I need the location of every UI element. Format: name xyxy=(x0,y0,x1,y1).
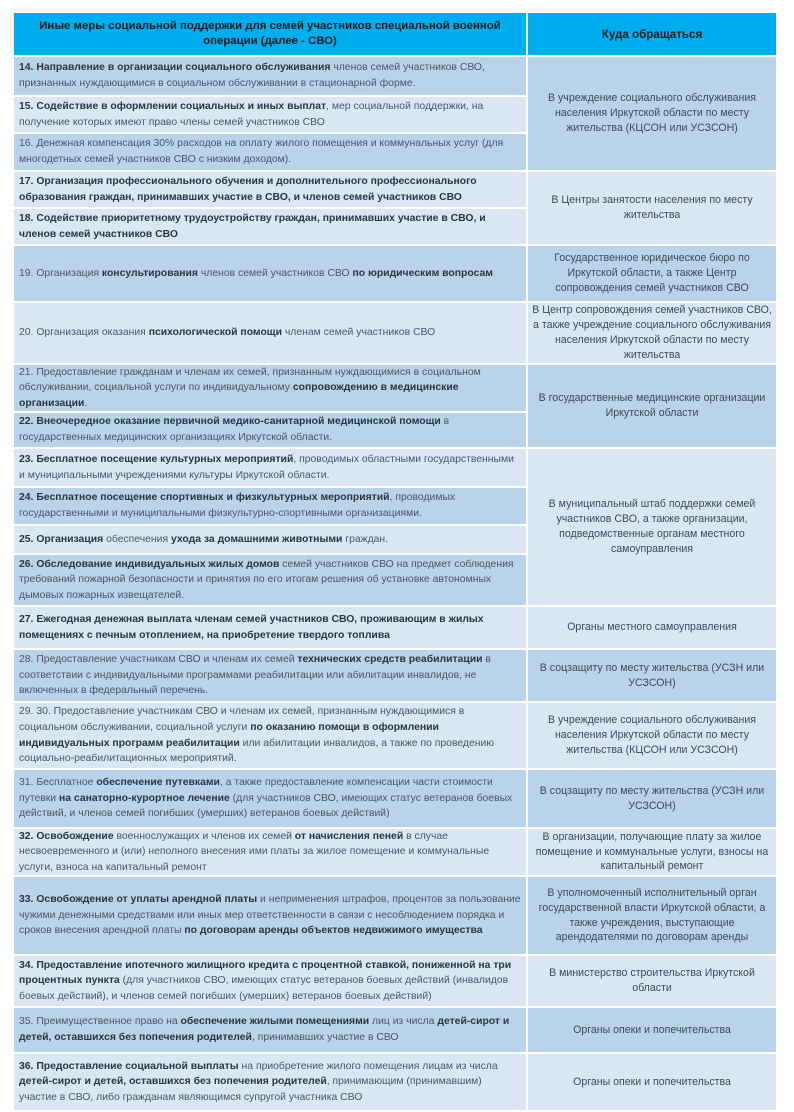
measure-item xyxy=(14,1054,526,1110)
measure-item xyxy=(14,829,526,875)
measure-text xyxy=(19,612,521,643)
measure-text-bold: консультирования xyxy=(101,267,198,279)
measure-item xyxy=(14,449,526,488)
measures-cell xyxy=(14,770,528,827)
measure-text-bold: 33. Освобождение от уплаты арендной платы xyxy=(19,894,258,906)
measure-text-regular: и неприменения штрафов, процентов за пользование чужими денежными средствами или иных мер ответственности в связи с несоблюдением порядка и сроков внесения арендной платы xyxy=(19,894,521,937)
measure-text-bold: 18. Содействие приоритетному трудоустройству граждан, принимавших участие в СВО, и членов семей участников СВО xyxy=(19,212,486,240)
measure-text-bold: психологической помощи xyxy=(148,327,282,339)
measure-text-bold: ухода за домашними животными xyxy=(170,533,343,545)
measure-item xyxy=(14,1008,526,1052)
measure-text-regular: на приобретение жилого помещения лицам из числа xyxy=(238,1060,498,1072)
measure-text-regular: членам семей участников СВО xyxy=(281,327,436,339)
measures-cell xyxy=(14,303,528,363)
measure-text-bold: 15. Содействие в оформлении социальных и иных выплат xyxy=(19,100,327,112)
measure-text-bold: обеспечение путевками xyxy=(96,777,220,789)
header-measures: Иные меры социальной поддержки для семей участников специальной военной операции (далее - СВО) xyxy=(14,13,528,55)
measures-cell xyxy=(14,829,528,875)
measure-item xyxy=(14,607,526,648)
where-to-apply-cell: Органы опеки и попечительства xyxy=(528,1054,776,1110)
measure-text xyxy=(19,652,521,699)
measure-text-regular: граждан. xyxy=(342,533,389,545)
measure-text xyxy=(19,452,521,483)
table-row-group xyxy=(14,246,776,303)
table-row-group xyxy=(14,449,776,607)
table-row-group xyxy=(14,703,776,770)
measure-text xyxy=(19,211,521,242)
measure-text-bold: 27. Ежегодная денежная выплата членам семей участников СВО, проживающим в жилых помещениях с печным отоплением, на приобретение твердого топлива xyxy=(19,613,484,641)
measure-item xyxy=(14,209,526,244)
measure-text xyxy=(19,704,521,766)
measure-text-regular: 19. Организация xyxy=(19,267,102,279)
measure-text xyxy=(19,1014,521,1045)
where-to-apply-cell: В соцзащиту по месту жительства (УСЗН или УСЗСОН) xyxy=(528,650,776,701)
measure-text xyxy=(19,1059,521,1106)
where-to-apply-cell: В министерство строительства Иркутской области xyxy=(528,956,776,1006)
measure-text-bold: по оказанию помощи в оформлении индивидуальных программ реабилитации xyxy=(19,721,439,749)
table-header xyxy=(14,13,776,57)
measure-text-regular: 29. 30. Предоставление участникам СВО и членам их семей, признанным нуждающимися в социальном обслуживании, социальной услуги xyxy=(19,706,465,733)
where-to-apply-cell: В уполномоченный исполнительный орган государственной власти Иркутской области, а также учреждения, выступающие арендодателями по договорам аренды xyxy=(528,877,776,954)
measures-cell xyxy=(14,1054,528,1110)
where-to-apply-cell: В организации, получающие плату за жилое помещение и коммунальные услуги, взносы на капитальный ремонт xyxy=(528,829,776,875)
where-to-apply-cell: В соцзащиту по месту жительства (УСЗН или УСЗСОН) xyxy=(528,770,776,827)
measure-text-regular: 20. Организация оказания xyxy=(19,327,149,339)
measure-text-regular: , принимавших участие в СВО xyxy=(251,1032,399,1043)
measure-text-bold: обеспечение жилыми помещениями xyxy=(180,1016,370,1028)
measure-item xyxy=(14,650,526,701)
table-row-group xyxy=(14,1054,776,1112)
measure-text xyxy=(19,136,521,167)
measures-cell xyxy=(14,956,528,1006)
measure-text-regular: , мер социальной поддержки, на получение которых имеют право члены семей участников СВО xyxy=(19,100,484,128)
measure-text-regular: военнослужащих и членов их семей xyxy=(113,830,295,842)
table-row-group xyxy=(14,956,776,1008)
measure-text xyxy=(19,775,521,822)
measure-text-bold: 26. Обследование индивидуальных жилых домов xyxy=(19,558,280,570)
measures-cell xyxy=(14,650,528,701)
measure-item xyxy=(14,555,526,605)
measure-text-bold: сопровождению в медицинские организации xyxy=(19,382,459,409)
measure-text-regular: семей участников СВО на предмет соблюдения требований пожарной безопасности и принятия по его итогам решения об установке автономных дымовых пожарных извещателей. xyxy=(19,558,514,601)
measure-text xyxy=(19,365,521,412)
where-to-apply-cell: Органы местного самоуправления xyxy=(528,607,776,648)
measure-text-bold: от начисления пеней xyxy=(294,830,404,842)
measure-item xyxy=(14,97,526,134)
measure-text-bold: технических средств реабилитации xyxy=(297,654,483,666)
where-to-apply-cell: В государственные медицинские организации Иркутской области xyxy=(528,365,776,447)
measure-text xyxy=(19,532,388,548)
measure-text-regular: , проводимых областными государственными и муниципальными учреждениями культуры Иркутской области. xyxy=(19,453,514,481)
measure-item xyxy=(14,134,526,170)
table-row-group xyxy=(14,303,776,365)
measure-text-bold: 25. Организация xyxy=(19,533,104,545)
measure-text-regular: . xyxy=(84,397,88,409)
measure-text xyxy=(19,829,521,876)
measure-item xyxy=(14,246,526,301)
table-row-group xyxy=(14,365,776,449)
measure-text-regular: (для участников СВО, имеющих статус ветеранов боевых действий (инвалидов боевых действий), и членов семей погибших (умерших) ветеранов боевых действий) xyxy=(19,975,509,1002)
where-to-apply-cell: Органы опеки и попечительства xyxy=(528,1008,776,1052)
where-to-apply-cell: В учреждение социального обслуживания населения Иркутской области по месту жительства (КЦСОН или УСЗСОН) xyxy=(528,57,776,170)
measure-text-regular: в соответствии с индивидуальными программами реабилитации или абилитации инвалидов, не включенных в федеральный перечень. xyxy=(19,654,491,697)
support-measures-table xyxy=(14,13,776,1112)
table-row-group xyxy=(14,1008,776,1054)
measure-text xyxy=(19,490,521,521)
measure-item xyxy=(14,877,526,954)
where-to-apply-cell: В Центр сопровождения семей участников СВО, а также учреждение социального обслуживания населения Иркутской области по месту жительства xyxy=(528,303,776,363)
measure-text-regular: или абилитации инвалидов, а также по проведению социально-реабилитационных мероприятий. xyxy=(19,737,495,765)
measures-cell xyxy=(14,365,528,447)
measure-text-regular: в случае несвоевременного и (или) неполного внесения ими платы за жилое помещение и коммунальные услуги, взноса на капитальный ремонт xyxy=(19,830,490,873)
measure-text-bold: 36. Предоставление социальной выплаты xyxy=(19,1060,239,1072)
measure-text-bold: 32. Освобождение xyxy=(19,830,114,842)
measure-item xyxy=(14,57,526,97)
measure-text xyxy=(19,99,521,130)
where-to-apply-cell: В учреждение социального обслуживания населения Иркутской области по месту жительства (КЦСОН или УСЗСОН) xyxy=(528,703,776,768)
measure-text-regular: 28. Предоставление участникам СВО и членам их семей xyxy=(19,654,298,666)
measures-cell xyxy=(14,449,528,605)
measure-text-regular: , а также предоставление компенсации части стоимости путевки xyxy=(19,777,493,804)
measure-text-bold: 24. Бесплатное посещение спортивных и физкультурных мероприятий xyxy=(19,492,390,504)
measure-item xyxy=(14,956,526,1006)
measures-cell xyxy=(14,246,528,301)
table-row-group xyxy=(14,829,776,877)
table-row-group xyxy=(14,650,776,703)
measure-item xyxy=(14,303,526,363)
table-row-group xyxy=(14,770,776,829)
header-where: Куда обращаться xyxy=(601,27,703,41)
measure-text-bold: 23. Бесплатное посещение культурных мероприятий xyxy=(19,453,294,465)
measure-item xyxy=(14,770,526,827)
measure-text-regular: в государственных медицинских организациях Иркутской области. xyxy=(19,416,450,443)
measure-text-regular: 31. Бесплатное xyxy=(19,777,97,789)
measure-text-regular: лиц из числа xyxy=(369,1016,438,1028)
measure-text xyxy=(19,958,521,1005)
where-to-apply-cell: В Центры занятости населения по месту жительства xyxy=(528,172,776,244)
measure-text-bold: 14. Направление в организации социального обслуживания xyxy=(19,62,331,74)
measure-text xyxy=(19,892,521,939)
measure-item xyxy=(14,526,526,555)
measure-text-regular: членов семей участников СВО xyxy=(198,267,353,279)
table-row-group xyxy=(14,607,776,650)
measures-cell xyxy=(14,607,528,648)
measure-text-regular: 21. Предоставление гражданам и членам их семей, признанным нуждающимися в социальном обслуживании, социальной услуги по индивидуальному xyxy=(19,366,481,394)
measure-text xyxy=(19,60,521,91)
table-row-group xyxy=(14,172,776,246)
measure-text-regular: 35. Преимущественное право на xyxy=(19,1016,181,1028)
measure-text-bold: по юридическим вопросам xyxy=(352,267,493,279)
measure-text-regular: (для участников СВО, имеющих статус ветеранов боевых действий, и членов семей погибших (умерших) ветеранов боевых действий) xyxy=(19,792,513,820)
table-row-group xyxy=(14,57,776,172)
measure-text xyxy=(19,266,493,282)
measure-text-regular: 16. Денежная компенсация 30% расходов на оплату жилого помещения и коммунальных услуг (для многодетных семей участников СВО с низким доходом). xyxy=(19,138,504,165)
measures-cell xyxy=(14,1008,528,1052)
measure-text-bold: детей-сирот и детей, оставшихся без попечения родителей xyxy=(19,1016,510,1043)
measure-text xyxy=(19,174,521,205)
measures-cell xyxy=(14,172,528,244)
measure-text xyxy=(19,414,521,445)
where-to-apply-cell: В муниципальный штаб поддержки семей участников СВО, а также организации, подведомственные органам местного самоуправления xyxy=(528,449,776,605)
measure-text-regular: , принимающим (принимавшим) участие в СВО, либо гражданам являющимся супругой участника СВО xyxy=(19,1076,482,1103)
measures-cell xyxy=(14,877,528,954)
measure-text xyxy=(19,325,435,341)
where-to-apply-cell: Государственное юридическое бюро по Иркутской области, а также Центр сопровождения семей участников СВО xyxy=(528,246,776,301)
measure-text-regular: членов семей участников СВО, признанных нуждающимися в социальном обслуживании в стационарной форме. xyxy=(19,62,485,89)
measure-item xyxy=(14,703,526,768)
table-body xyxy=(14,57,776,1112)
measure-text xyxy=(19,557,521,604)
measures-cell xyxy=(14,57,528,170)
measures-cell xyxy=(14,703,528,768)
measure-text-regular: обеспечения xyxy=(103,533,171,545)
measure-text-bold: 17. Организация профессионального обучения и дополнительного профессионального образования граждан, принимавших участие в СВО, и членов семей участников СВО xyxy=(19,175,477,203)
measure-text-bold: на санаторно-курортное лечение xyxy=(59,792,230,804)
measure-item xyxy=(14,172,526,209)
table-row-group xyxy=(14,877,776,956)
measure-item xyxy=(14,413,526,447)
measure-item xyxy=(14,488,526,526)
measure-item xyxy=(14,365,526,413)
measure-text-bold: по договорам аренды объектов недвижимого имущества xyxy=(184,925,483,937)
measure-text-regular: , проводимых государственными и муниципальными физкультурно-спортивными организациями. xyxy=(19,492,456,519)
measure-text-bold: детей-сирот и детей, оставшихся без попечения родителей xyxy=(19,1076,327,1088)
measure-text-bold: 22. Внеочередное оказание первичной медико-санитарной медицинской помощи xyxy=(19,416,441,428)
measure-text-bold: 34. Предоставление ипотечного жилищного кредита с процентной ставкой, пониженной на три процентных пункта xyxy=(19,959,512,987)
